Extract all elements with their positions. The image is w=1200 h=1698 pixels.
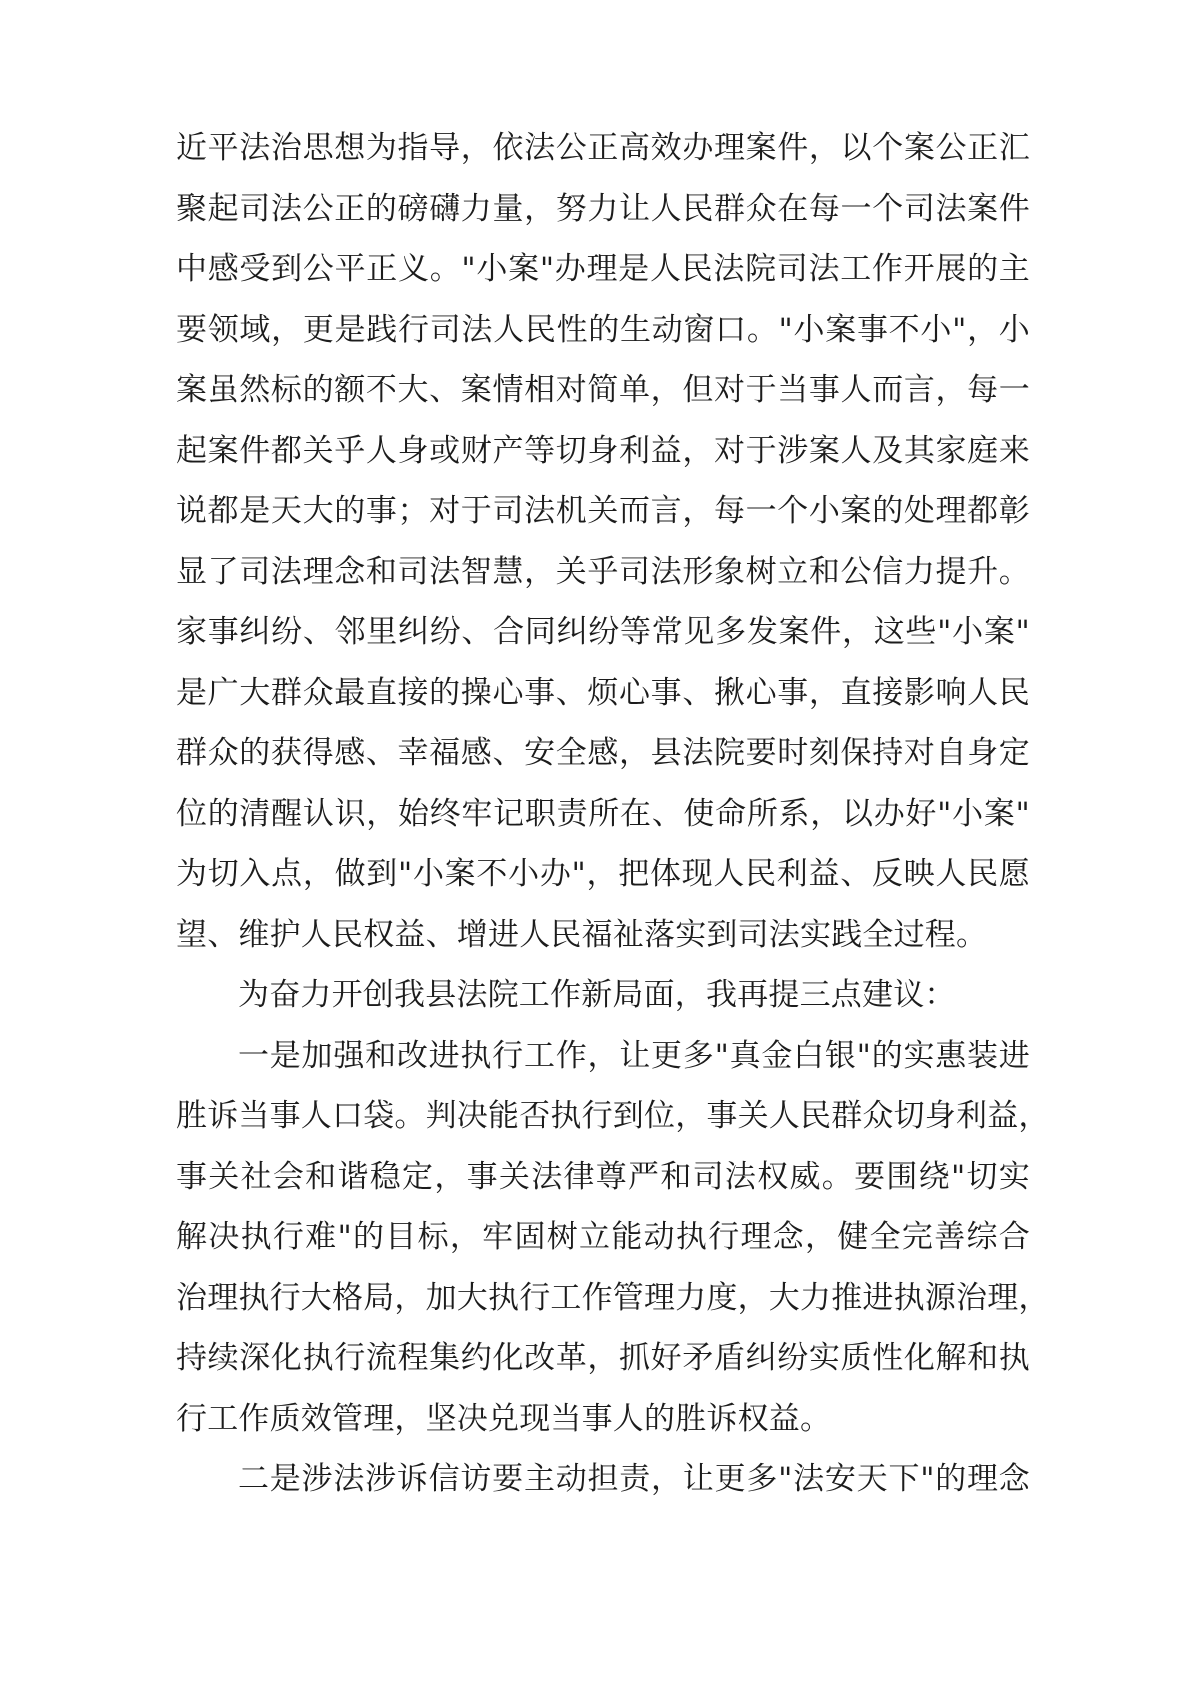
paragraph-start-line: 一是加强和改进执行工作，让更多"真金白银"的实惠装进 — [238, 1037, 1030, 1074]
text-line: 事关社会和谐稳定，事关法律尊严和司法权威。要围绕"切实 — [176, 1158, 1030, 1195]
text-line: 起案件都关乎人身或财产等切身利益，对于涉案人及其家庭来 — [176, 432, 1030, 469]
text-line: 为切入点，做到"小案不小办"，把体现人民利益、反映人民愿 — [176, 856, 1030, 892]
text-line: 位的清醒认识，始终牢记职责所在、使命所系，以办好"小案" — [176, 795, 1030, 832]
text-line: 显了司法理念和司法智慧，关乎司法形象树立和公信力提升。 — [176, 553, 1030, 590]
text-line: 行工作质效管理，坚决兑现当事人的胜诉权益。 — [176, 1400, 832, 1437]
text-line: 家事纠纷、邻里纠纷、合同纠纷等常见多发案件，这些"小案" — [176, 614, 1030, 650]
text-line: 要领域，更是践行司法人民性的生动窗口。"小案事不小"，小 — [176, 311, 1030, 348]
paragraph-start-line: 二是涉法涉诉信访要主动担责，让更多"法安天下"的理念 — [238, 1461, 1030, 1497]
text-line: 望、维护人民权益、增进人民福祉落实到司法实践全过程。 — [176, 916, 988, 953]
text-line: 中感受到公平正义。"小案"办理是人民法院司法工作开展的主 — [176, 251, 1030, 287]
body-text — [176, 118, 1050, 1510]
text-line: 近平法治思想为指导，依法公正高效办理案件，以个案公正汇 — [176, 130, 1030, 166]
text-line: 聚起司法公正的磅礴力量，努力让人民群众在每一个司法案件 — [176, 190, 1030, 227]
text-line: 是广大群众最直接的操心事、烦心事、揪心事，直接影响人民 — [176, 674, 1030, 711]
text-line: 解决执行难"的目标，牢固树立能动执行理念，健全完善综合 — [176, 1219, 1030, 1255]
text-line: 持续深化执行流程集约化改革，抓好矛盾纠纷实质性化解和执 — [176, 1340, 1030, 1376]
text-line: 说都是天大的事；对于司法机关而言，每一个小案的处理都彰 — [176, 493, 1030, 529]
paragraph-start-line: 为奋力开创我县法院工作新局面，我再提三点建议： — [238, 977, 956, 1013]
text-line: 群众的获得感、幸福感、安全感，县法院要时刻保持对自身定 — [176, 735, 1030, 771]
text-line: 胜诉当事人口袋。判决能否执行到位，事关人民群众切身利益， — [176, 1098, 1050, 1134]
text-line: 案虽然标的额不大、案情相对简单，但对于当事人而言，每一 — [176, 372, 1030, 408]
text-line: 治理执行大格局，加大执行工作管理力度，大力推进执源治理， — [176, 1279, 1050, 1316]
